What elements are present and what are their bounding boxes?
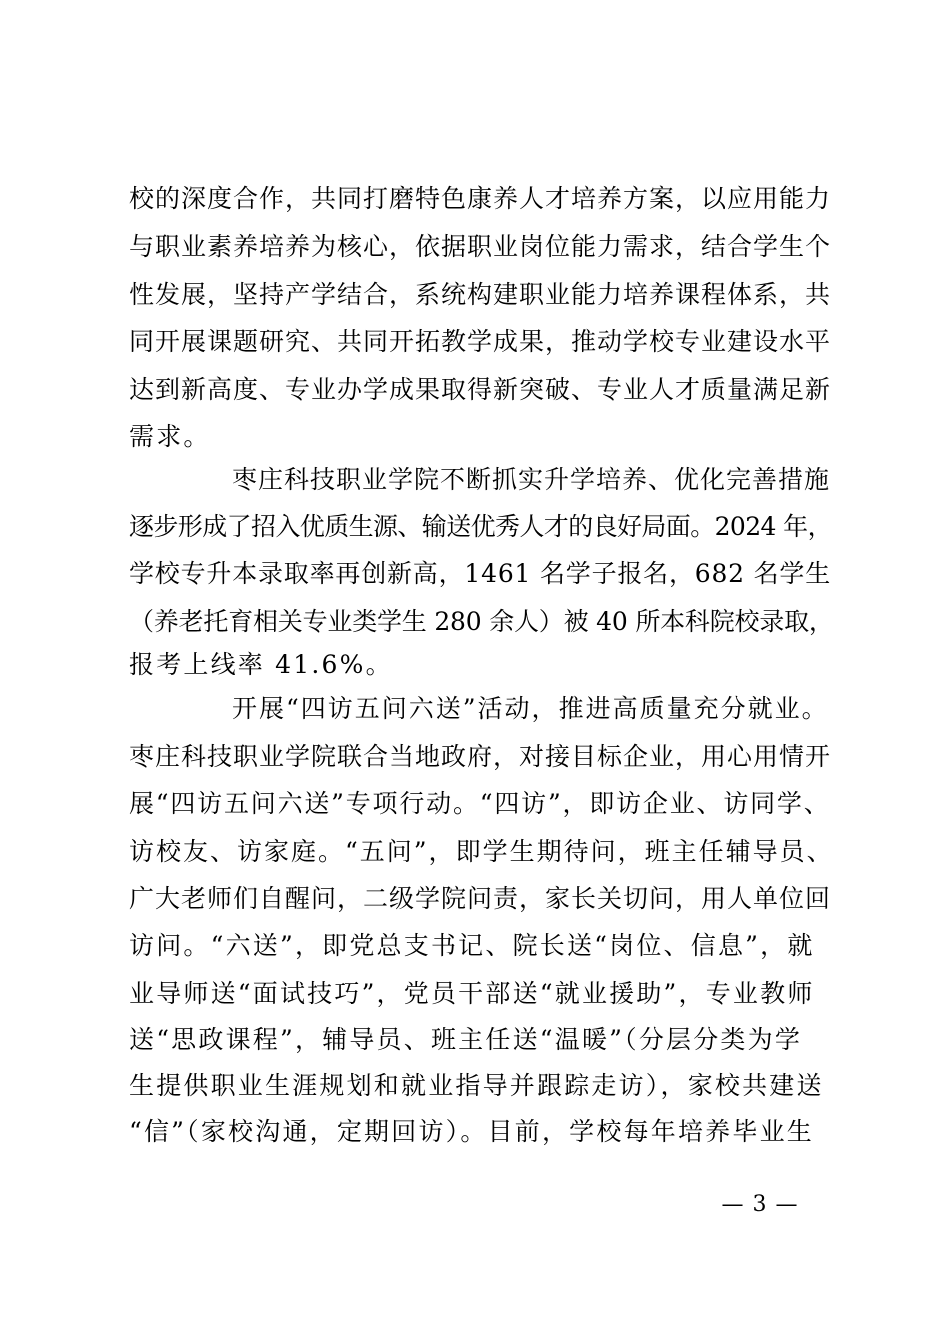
text-line: 与职业素养培养为核心，依据职业岗位能力需求，结合学生个 bbox=[129, 232, 832, 261]
text-line: 访校友、访家庭。“五问”，即学生期待问，班主任辅导员、 bbox=[129, 837, 834, 866]
text-line: 生提供职业生涯规划和就业指导并跟踪走访），家校共建送 bbox=[129, 1071, 824, 1100]
text-line: 达到新高度、专业办学成果取得新突破、专业人才质量满足新 bbox=[129, 375, 832, 404]
text-line: 展“四访五问六送”专项行动。“四访”，即访企业、访同学、 bbox=[129, 789, 831, 818]
text-line: 广大老师们自醒问，二级学院问责，家长关切问，用人单位回 bbox=[129, 884, 832, 913]
text-line: 同开展课题研究、共同开拓教学成果，推动学校专业建设水平 bbox=[129, 327, 832, 356]
text-line: 性发展，坚持产学结合，系统构建职业能力培养课程体系，共 bbox=[129, 280, 832, 309]
text-line: 送“思政课程”，辅导员、班主任送“温暖”（分层分类为学 bbox=[129, 1025, 803, 1054]
text-line: （养老托育相关专业类学生 280 余人）被 40 所本科院校录取， bbox=[129, 607, 834, 636]
text-line: 报考上线率 41.6%。 bbox=[129, 650, 393, 679]
text-line: “信”（家校沟通，定期回访）。目前，学校每年培养毕业生 bbox=[129, 1117, 814, 1146]
text-line: 需求。 bbox=[129, 422, 211, 451]
text-line: 学校专升本录取率再创新高，1461 名学子报名，682 名学生 bbox=[129, 559, 832, 588]
text-line: 校的深度合作，共同打磨特色康养人才培养方案，以应用能力 bbox=[129, 184, 832, 213]
paragraph-lead-line: 枣庄科技职业学院不断抓实升学培养、优化完善措施 bbox=[232, 465, 831, 494]
text-line: 访问。“六送”，即党总支书记、院长送“岗位、信息”，就 bbox=[129, 931, 815, 960]
text-line: 业导师送“面试技巧”，党员干部送“就业援助”，专业教师 bbox=[129, 979, 815, 1008]
text-line: 枣庄科技职业学院联合当地政府，对接目标企业，用心用情开 bbox=[129, 742, 832, 771]
paragraph-lead-line: 开展“四访五问六送”活动，推进高质量充分就业。 bbox=[232, 694, 829, 723]
page-number: — 3 — bbox=[721, 1192, 799, 1217]
text-line: 逐步形成了招入优质生源、输送优秀人才的良好局面。2024 年， bbox=[129, 512, 832, 541]
